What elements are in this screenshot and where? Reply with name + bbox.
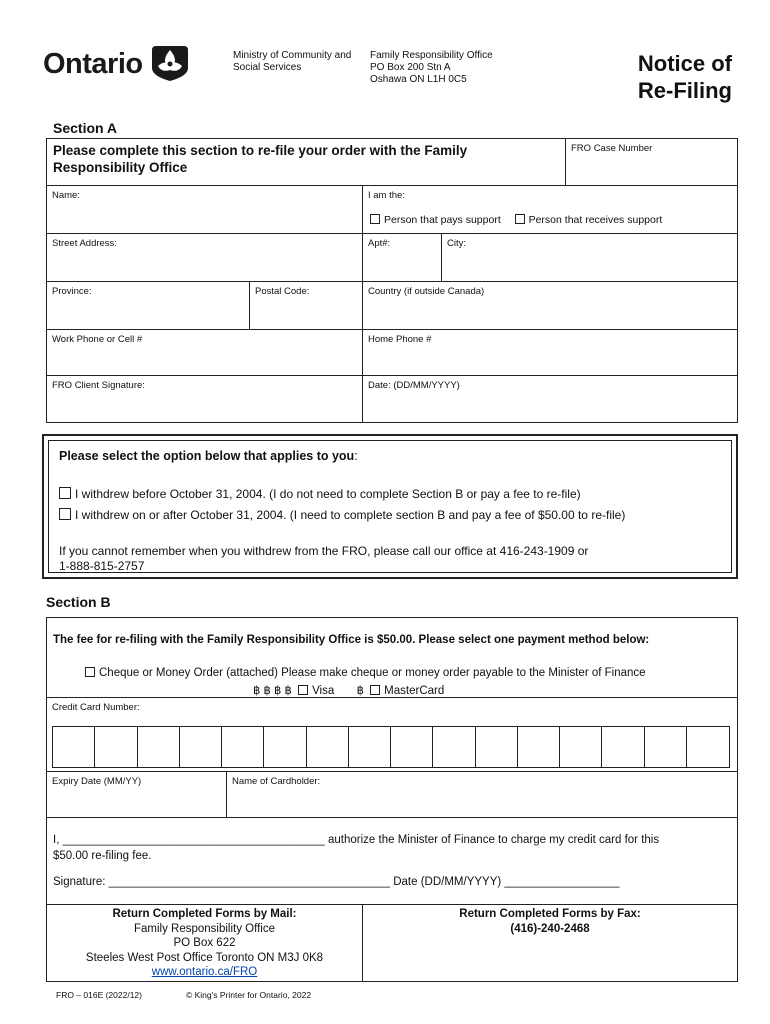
fax-heading: Return Completed Forms by Fax:: [459, 908, 641, 920]
postal-code-field[interactable]: [250, 282, 363, 330]
apt-field[interactable]: [363, 234, 442, 282]
credit-card-digit-box[interactable]: [645, 727, 687, 767]
name-field[interactable]: [47, 186, 363, 234]
section-b-heading: Section B: [46, 594, 111, 610]
i-am-label: I am the:: [368, 190, 405, 201]
office-address: Family Responsibility Office PO Box 200 Stn A Oshawa ON L1H 0C5: [370, 50, 493, 85]
option-before-2004-label: I withdrew before October 31, 2004. (I do not need to complete Section B or pay a fee to re-file): [75, 487, 581, 501]
work-phone-label: Work Phone or Cell #: [52, 334, 143, 345]
credit-card-digit-box[interactable]: [391, 727, 433, 767]
city-field[interactable]: [442, 234, 738, 282]
name-label: Name:: [52, 190, 80, 201]
street-address-field[interactable]: [47, 234, 363, 282]
section-a-date-label: Date: (DD/MM/YYYY): [368, 380, 460, 391]
fax-number: (416)-240-2468: [510, 922, 590, 935]
title-line-1: Notice of: [637, 51, 732, 76]
instruction-cell: [47, 139, 566, 186]
country-field[interactable]: [363, 282, 738, 330]
mail-line-1: Family Responsibility Office: [133, 922, 276, 935]
fee-instruction: The fee for re-filing with the Family Responsibility Office is $50.00. Please select one payment method below:: [53, 634, 650, 646]
credit-card-digit-box[interactable]: [95, 727, 137, 767]
mail-line-2: PO Box 622: [173, 937, 236, 949]
province-label: Province:: [52, 286, 92, 297]
expiry-date-field[interactable]: [47, 772, 227, 818]
cheque-option-label: Cheque or Money Order (attached) Please make cheque or money order payable to the Minister of Finance: [99, 667, 646, 679]
credit-card-digit-box[interactable]: [222, 727, 264, 767]
cheque-option[interactable]: [85, 667, 646, 679]
withdrawal-options-box: [42, 434, 738, 579]
client-signature-label: FRO Client Signature:: [52, 380, 145, 391]
section-a-form: [46, 138, 738, 423]
section-a-date-field[interactable]: [363, 376, 738, 422]
mastercard-glyph: ฿: [356, 685, 364, 697]
withdrawal-options-inner: [48, 440, 732, 573]
city-label: City:: [447, 238, 466, 249]
credit-card-digit-box[interactable]: [518, 727, 560, 767]
option-before-2004[interactable]: [59, 487, 581, 501]
credit-card-digit-box[interactable]: [476, 727, 518, 767]
street-address-label: Street Address:: [52, 238, 117, 249]
fro-case-number-field[interactable]: [566, 139, 738, 186]
card-type-options: [253, 683, 444, 697]
form-code: FRO – 016E (2022/12): [56, 990, 142, 1000]
home-phone-label: Home Phone #: [368, 334, 432, 345]
i-am-cell: [363, 186, 738, 234]
country-label: Country (if outside Canada): [368, 286, 485, 297]
option-before-2004-checkbox[interactable]: [59, 487, 71, 499]
options-note: [59, 544, 588, 574]
credit-card-number-label: Credit Card Number:: [52, 702, 140, 713]
document-title: [612, 50, 732, 104]
payor-checkbox[interactable]: [370, 214, 380, 224]
apt-label: Apt#:: [368, 238, 391, 249]
mail-line-3: Steeles West Post Office Toronto ON M3J 0K8: [85, 951, 324, 964]
postal-code-label: Postal Code:: [255, 286, 310, 297]
cardholder-name-field[interactable]: [227, 772, 737, 818]
fro-case-number-label: FRO Case Number: [571, 143, 653, 154]
authorization-line-1: I, _________________________________________ authorize the Minister of Finance to charge my credit card for this: [53, 834, 660, 846]
return-by-fax: [363, 905, 737, 982]
options-heading-colon: :: [354, 449, 358, 463]
option-after-2004[interactable]: [59, 508, 625, 522]
credit-card-digit-box[interactable]: [560, 727, 602, 767]
credit-card-digit-boxes: [52, 726, 730, 768]
trillium-logo-icon: [150, 42, 190, 82]
options-note-line-1: If you cannot remember when you withdrew from the FRO, please call our office at 416-243-1909 or: [59, 544, 589, 558]
mastercard-label: MasterCard: [384, 685, 445, 697]
credit-card-digit-box[interactable]: [53, 727, 95, 767]
section-b-form: [46, 617, 738, 982]
recipient-label: Person that receives support: [528, 214, 663, 226]
return-by-mail: [47, 905, 363, 982]
section-a-heading: Section A: [53, 120, 118, 136]
i-am-options: [370, 214, 662, 226]
visa-checkbox[interactable]: [298, 685, 308, 695]
signature-date-line[interactable]: Signature: ____________________________________________ Date (DD/MM/YYYY) __________________: [53, 876, 620, 888]
options-note-line-2: 1-888-815-2757: [59, 559, 145, 573]
credit-card-digit-box[interactable]: [433, 727, 475, 767]
home-phone-field[interactable]: [363, 330, 738, 376]
section-a-instruction: Please complete this section to re-file your order with the Family Responsibility Office: [53, 143, 468, 175]
credit-card-digit-box[interactable]: [602, 727, 644, 767]
province-field[interactable]: [47, 282, 250, 330]
copyright: © King's Printer for Ontario, 2022: [186, 990, 312, 1000]
cheque-checkbox[interactable]: [85, 667, 95, 677]
credit-card-digit-box[interactable]: [264, 727, 306, 767]
ontario-wordmark: Ontario: [43, 48, 143, 80]
work-phone-field[interactable]: [47, 330, 363, 376]
options-heading-text: Please select the option below that applies to you: [59, 449, 355, 463]
ministry-name: Ministry of Community and Social Services: [233, 50, 352, 73]
options-heading: [59, 449, 358, 463]
credit-card-digit-box[interactable]: [687, 727, 729, 767]
cardholder-name-label: Name of Cardholder:: [232, 776, 321, 787]
credit-card-number-area: [47, 697, 737, 772]
return-info: [47, 904, 737, 982]
credit-card-digit-box[interactable]: [307, 727, 349, 767]
expiry-date-label: Expiry Date (MM/YY): [52, 776, 142, 787]
visa-glyphs: ฿ ฿ ฿ ฿: [253, 685, 292, 697]
title-line-2: Re-Filing: [637, 78, 732, 103]
mastercard-checkbox[interactable]: [370, 685, 380, 695]
authorization-text: [53, 832, 659, 864]
option-after-2004-checkbox[interactable]: [59, 508, 71, 520]
payor-label: Person that pays support: [384, 214, 501, 226]
credit-card-digit-box[interactable]: [349, 727, 391, 767]
visa-label: Visa: [312, 685, 335, 697]
authorization-line-2: $50.00 re-filing fee.: [53, 850, 152, 862]
mail-heading: Return Completed Forms by Mail:: [112, 908, 297, 920]
option-after-2004-label: I withdrew on or after October 31, 2004. (I need to complete section B and pay a fee of $50.00 to re-file): [75, 508, 626, 522]
fro-website-link[interactable]: www.ontario.ca/FRO: [151, 966, 258, 978]
credit-card-digit-box[interactable]: [138, 727, 180, 767]
recipient-checkbox[interactable]: [515, 214, 525, 224]
client-signature-field[interactable]: [47, 376, 363, 422]
credit-card-digit-box[interactable]: [180, 727, 222, 767]
